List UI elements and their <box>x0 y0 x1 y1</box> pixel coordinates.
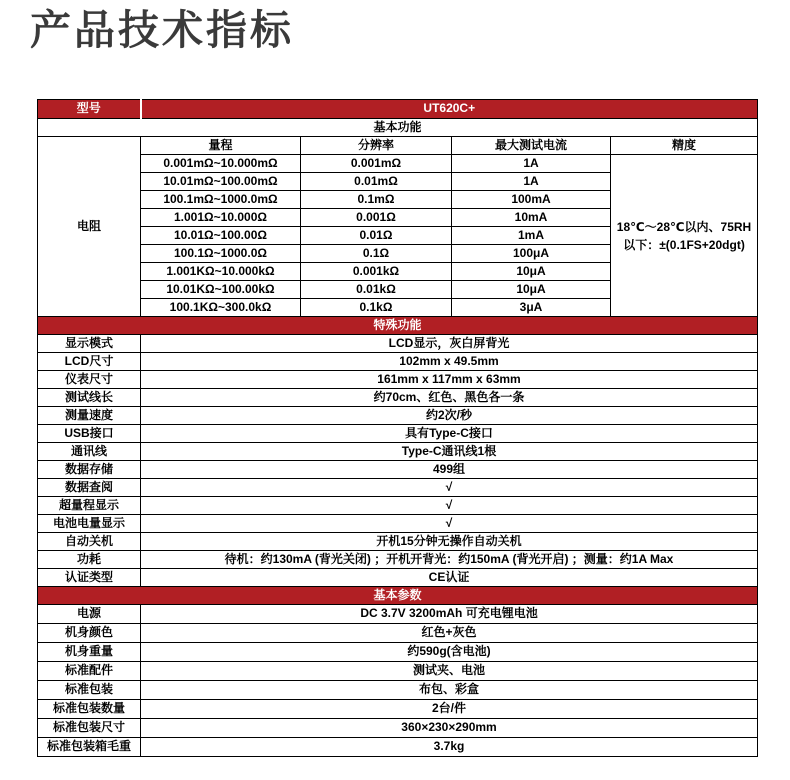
param-row <box>38 719 758 738</box>
section-title-special-functions: 特殊功能 <box>38 317 758 335</box>
model-label: 型号 <box>38 100 141 119</box>
resolution-cell: 0.001Ω <box>301 209 452 227</box>
spec-row <box>38 389 758 407</box>
param-row <box>38 624 758 643</box>
resolution-cell: 0.1kΩ <box>301 299 452 317</box>
resolution-cell: 0.01mΩ <box>301 173 452 191</box>
resolution-cell: 0.001kΩ <box>301 263 452 281</box>
param-row <box>38 700 758 719</box>
section-title-basic-functions: 基本功能 <box>38 119 758 137</box>
row-label: 自动关机 <box>38 533 141 551</box>
range-cell: 1.001KΩ~10.000kΩ <box>141 263 301 281</box>
row-label: 标准配件 <box>38 662 141 681</box>
spec-row <box>38 533 758 551</box>
current-cell: 10μA <box>452 281 611 299</box>
row-label: 功耗 <box>38 551 141 569</box>
current-cell: 10μA <box>452 263 611 281</box>
resolution-cell: 0.01kΩ <box>301 281 452 299</box>
current-cell: 3μA <box>452 299 611 317</box>
row-label: LCD尺寸 <box>38 353 141 371</box>
current-cell: 1A <box>452 155 611 173</box>
spec-row <box>38 461 758 479</box>
spec-row <box>38 479 758 497</box>
model-row <box>38 100 758 119</box>
row-label: 标准包装尺寸 <box>38 719 141 738</box>
resolution-cell: 0.001mΩ <box>301 155 452 173</box>
column-header-resolution: 分辨率 <box>301 137 452 155</box>
spec-row <box>38 425 758 443</box>
current-cell: 1mA <box>452 227 611 245</box>
row-value: 布包、彩盒 <box>141 681 758 700</box>
row-label: 测量速度 <box>38 407 141 425</box>
accuracy-note: 18℃～28℃以内、75RH以下：±(0.1FS+20dgt) <box>611 155 758 317</box>
spec-row <box>38 443 758 461</box>
row-value: Type-C通讯线1根 <box>141 443 758 461</box>
row-value: 3.7kg <box>141 738 758 757</box>
param-row <box>38 681 758 700</box>
row-label: 标准包装数量 <box>38 700 141 719</box>
param-row <box>38 738 758 757</box>
row-label: 电池电量显示 <box>38 515 141 533</box>
row-label: 电源 <box>38 605 141 624</box>
row-value: CE认证 <box>141 569 758 587</box>
row-value: 待机：约130mA (背光关闭) ；开机开背光：约150mA (背光开启) ；测量：约1A Max <box>141 551 758 569</box>
range-cell: 10.01KΩ~100.00kΩ <box>141 281 301 299</box>
range-cell: 10.01mΩ~100.00mΩ <box>141 173 301 191</box>
section-header-basic-functions <box>38 119 758 137</box>
spec-row <box>38 497 758 515</box>
row-value: 499组 <box>141 461 758 479</box>
resolution-cell: 0.1mΩ <box>301 191 452 209</box>
row-label: 认证类型 <box>38 569 141 587</box>
range-cell: 10.01Ω~100.00Ω <box>141 227 301 245</box>
section-header-basic-params <box>38 587 758 605</box>
section-header-special-functions <box>38 317 758 335</box>
current-cell: 10mA <box>452 209 611 227</box>
row-value: 开机15分钟无操作自动关机 <box>141 533 758 551</box>
column-header-accuracy: 精度 <box>611 137 758 155</box>
range-cell: 100.1KΩ~300.0kΩ <box>141 299 301 317</box>
row-label: USB接口 <box>38 425 141 443</box>
resolution-cell: 0.1Ω <box>301 245 452 263</box>
row-label: 标准包装箱毛重 <box>38 738 141 757</box>
param-row <box>38 662 758 681</box>
spec-table <box>37 99 758 757</box>
column-header-range: 量程 <box>141 137 301 155</box>
row-label: 超量程显示 <box>38 497 141 515</box>
spec-row <box>38 353 758 371</box>
resolution-cell: 0.01Ω <box>301 227 452 245</box>
current-cell: 100μA <box>452 245 611 263</box>
row-label: 机身重量 <box>38 643 141 662</box>
param-row <box>38 605 758 624</box>
row-label: 通讯线 <box>38 443 141 461</box>
row-value: 360×230×290mm <box>141 719 758 738</box>
range-cell: 100.1Ω~1000.0Ω <box>141 245 301 263</box>
row-value: 约70cm、红色、黑色各一条 <box>141 389 758 407</box>
row-value: 测试夹、电池 <box>141 662 758 681</box>
row-value: 102mm x 49.5mm <box>141 353 758 371</box>
checkmark: √ <box>141 479 758 497</box>
current-cell: 1A <box>452 173 611 191</box>
column-header-row <box>38 137 758 155</box>
row-group-label-resistance: 电阻 <box>38 137 141 317</box>
row-value: 红色+灰色 <box>141 624 758 643</box>
spec-row <box>38 407 758 425</box>
row-label: 测试线长 <box>38 389 141 407</box>
row-label: 数据存储 <box>38 461 141 479</box>
row-value: DC 3.7V 3200mAh 可充电锂电池 <box>141 605 758 624</box>
column-header-max-current: 最大测试电流 <box>452 137 611 155</box>
section-title-basic-params: 基本参数 <box>38 587 758 605</box>
row-label: 机身颜色 <box>38 624 141 643</box>
page-title: 产品技术指标 <box>30 7 294 53</box>
current-cell: 100mA <box>452 191 611 209</box>
row-value: LCD显示，灰白屏背光 <box>141 335 758 353</box>
spec-row <box>38 335 758 353</box>
range-cell: 1.001Ω~10.000Ω <box>141 209 301 227</box>
row-value: 约590g(含电池) <box>141 643 758 662</box>
spec-row <box>38 371 758 389</box>
checkmark: √ <box>141 497 758 515</box>
range-cell: 0.001mΩ~10.000mΩ <box>141 155 301 173</box>
spec-row <box>38 569 758 587</box>
resistance-row <box>38 155 758 173</box>
param-row <box>38 643 758 662</box>
spec-row <box>38 515 758 533</box>
row-value: 约2次/秒 <box>141 407 758 425</box>
checkmark: √ <box>141 515 758 533</box>
row-value: 2台/件 <box>141 700 758 719</box>
row-value: 具有Type-C接口 <box>141 425 758 443</box>
row-value: 161mm x 117mm x 63mm <box>141 371 758 389</box>
range-cell: 100.1mΩ~1000.0mΩ <box>141 191 301 209</box>
row-label: 仪表尺寸 <box>38 371 141 389</box>
spec-row <box>38 551 758 569</box>
row-label: 数据查阅 <box>38 479 141 497</box>
row-label: 标准包装 <box>38 681 141 700</box>
row-label: 显示模式 <box>38 335 141 353</box>
model-value: UT620C+ <box>141 100 758 119</box>
